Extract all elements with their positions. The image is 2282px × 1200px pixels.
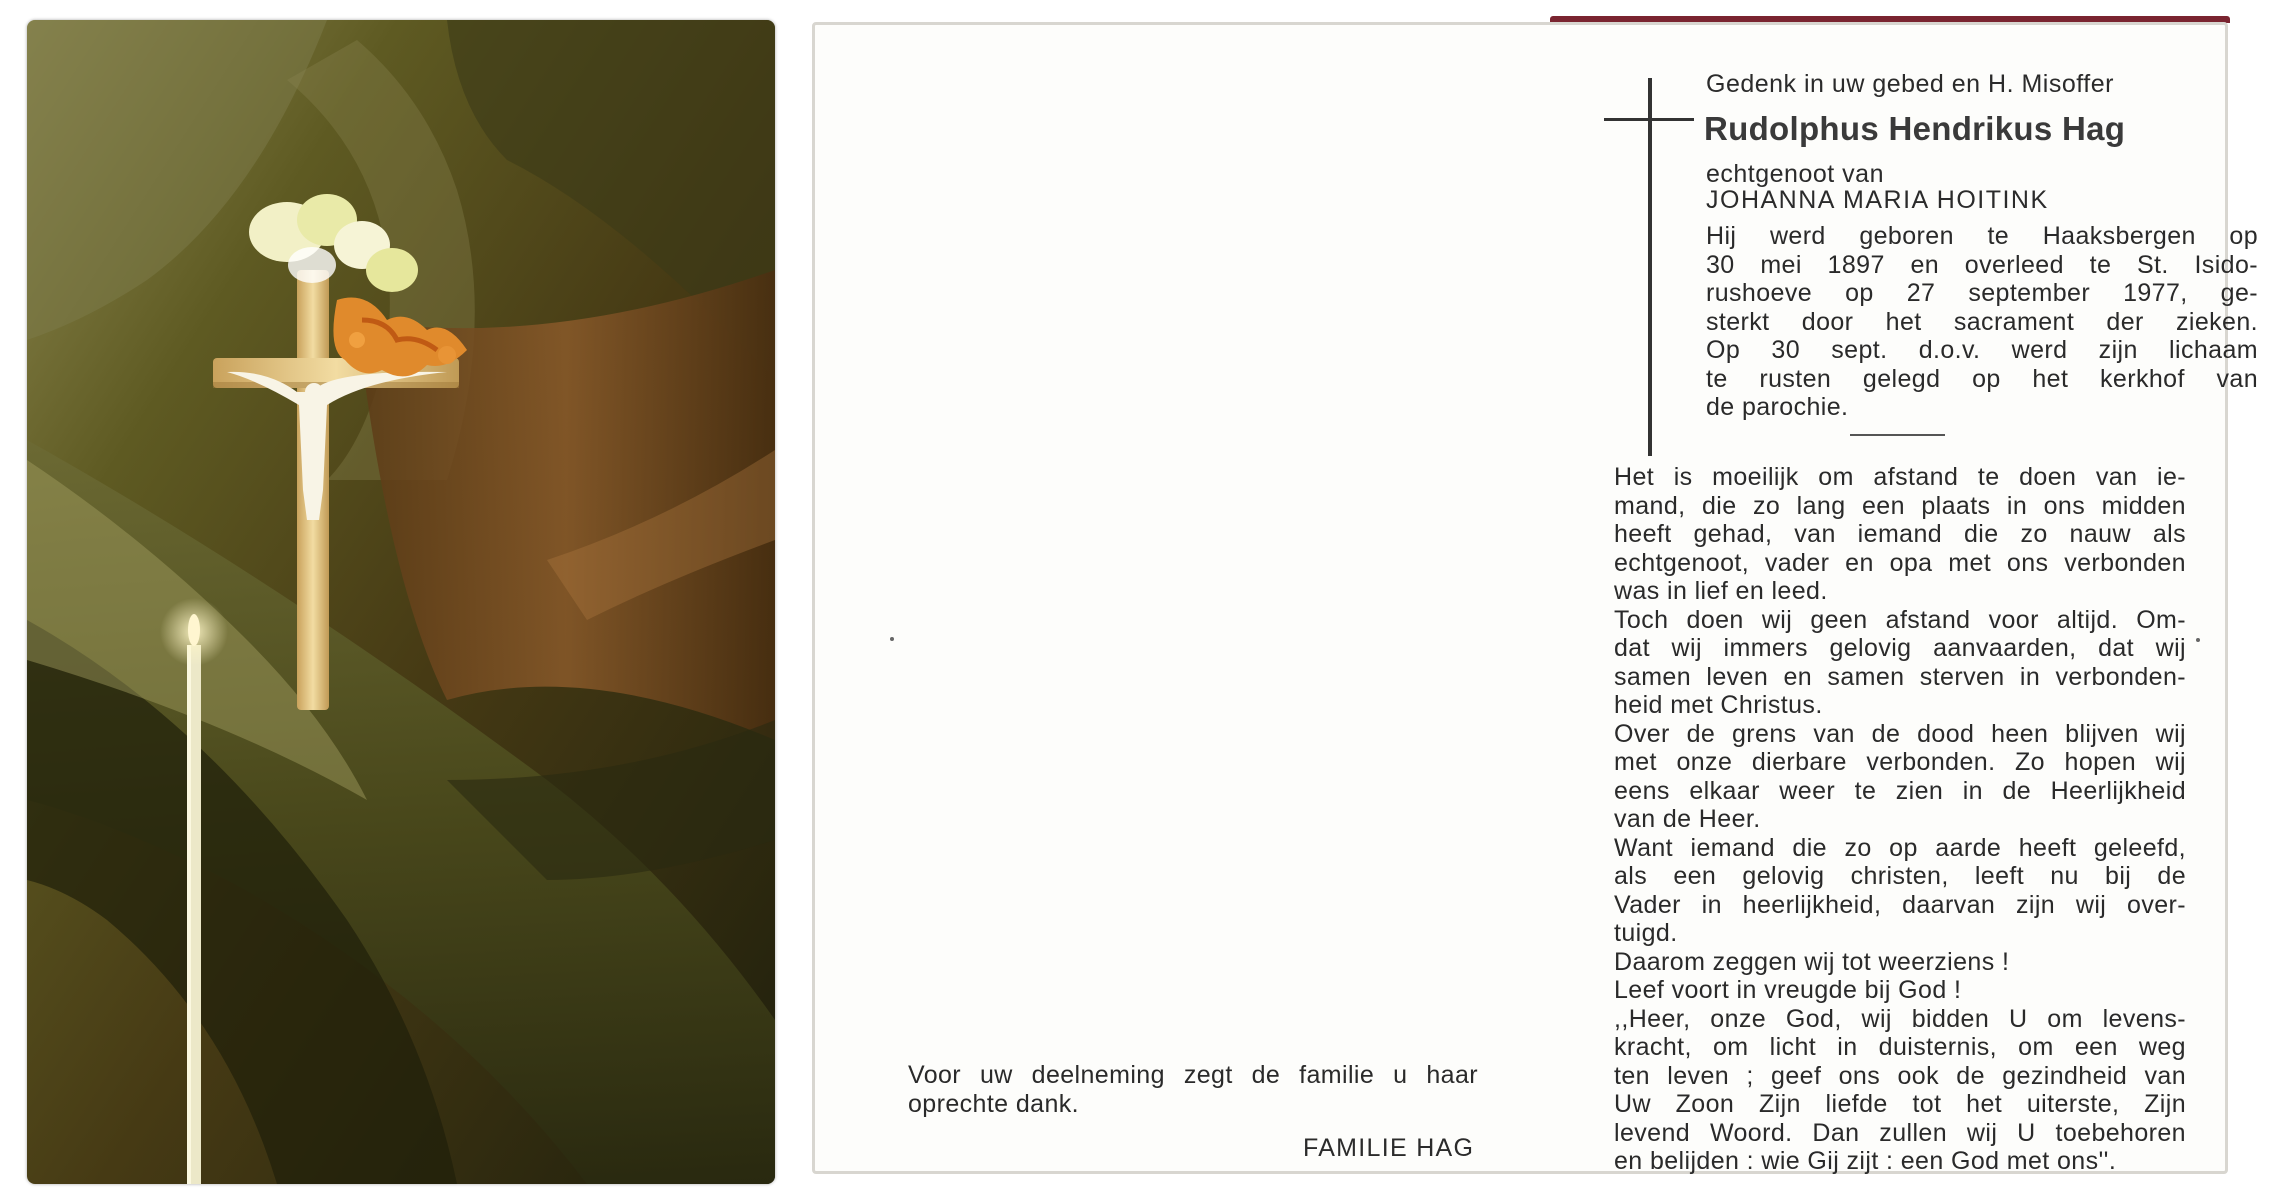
intro-line: Gedenk in uw gebed en H. Misoffer xyxy=(1706,70,2114,98)
bio-line: 30 mei 1897 en overleed te St. Isido- xyxy=(1706,250,2258,279)
body-line: ,,Heer, onze God, wij bidden U om levens- xyxy=(1614,1004,2186,1033)
body-line: eens elkaar weer te zien in de Heerlijkheid xyxy=(1614,776,2186,805)
body-line: en belijden : wie Gij zijt : een God met ons''. xyxy=(1614,1147,2117,1175)
bio-line: te rusten gelegd op het kerkhof van xyxy=(1706,364,2258,393)
thanks-note xyxy=(908,1061,1478,1118)
bio-line: de parochie. xyxy=(1706,393,1849,421)
paper-speck xyxy=(890,637,894,641)
thanks-line: oprechte dank. xyxy=(908,1089,1079,1118)
body-line: kracht, om licht in duisternis, om een weg xyxy=(1614,1033,2186,1061)
body-line: tuigd. xyxy=(1614,919,1678,947)
body-line: levend Woord. Dan zullen wij U toebehoren xyxy=(1614,1118,2186,1147)
body-line: Uw Zoon Zijn liefde tot het uiterste, Zijn xyxy=(1614,1090,2186,1118)
body-line: heeft gehad, van iemand die zo nauw als xyxy=(1614,520,2186,548)
crucifix-photo xyxy=(27,20,775,1184)
bio-line: rushoeve op 27 september 1977, ge- xyxy=(1706,279,2258,307)
family-signature: FAMILIE HAG xyxy=(1303,1134,1475,1162)
thanks-line: Voor uw deelneming zegt de familie u haar xyxy=(908,1061,1478,1089)
body-line: heid met Christus. xyxy=(1614,691,1823,719)
body-line: met onze dierbare verbonden. Zo hopen wij xyxy=(1614,748,2186,776)
body-line: samen leven en samen sterven in verbonden- xyxy=(1614,662,2186,691)
body-line: mand, die zo lang een plaats in ons midden xyxy=(1614,491,2186,520)
cross-icon-vertical xyxy=(1648,78,1652,456)
photo-card xyxy=(27,20,775,1184)
spouse-label: echtgenoot van xyxy=(1706,160,1884,188)
bio-line: Op 30 sept. d.o.v. werd zijn lichaam xyxy=(1706,336,2258,364)
bio-line: sterkt door het sacrament der zieken. xyxy=(1706,307,2258,336)
body-line: Over de grens van de dood heen blijven wij xyxy=(1614,719,2186,748)
divider xyxy=(1850,434,1945,436)
body-line: als een gelovig christen, leeft nu bij de xyxy=(1614,862,2186,890)
paper-speck xyxy=(2196,638,2200,642)
body-line: echtgenoot, vader en opa met ons verbonden xyxy=(1614,548,2186,577)
cross-icon-horizontal xyxy=(1604,118,1694,121)
body-line: ten leven ; geef ons ook de gezindheid van xyxy=(1614,1061,2186,1090)
candle-flame xyxy=(188,614,200,646)
deceased-name: Rudolphus Hendrikus Hag xyxy=(1704,110,2126,147)
body-line: Daarom zeggen wij tot weerziens ! xyxy=(1614,947,2010,976)
body-line: van de Heer. xyxy=(1614,805,1761,833)
body-line: Vader in heerlijkheid, daarvan zijn wij over- xyxy=(1614,890,2186,919)
biography-block xyxy=(1706,222,2258,422)
body-line: Want iemand die zo op aarde heeft geleefd, xyxy=(1614,833,2186,862)
body-line: Toch doen wij geen afstand voor altijd. Om- xyxy=(1614,605,2186,634)
body-line: was in lief en leed. xyxy=(1614,577,1828,605)
bio-line: Hij werd geboren te Haaksbergen op xyxy=(1706,222,2258,250)
body-line: dat wij immers gelovig aanvaarden, dat wij xyxy=(1614,634,2186,662)
memorial-text-body xyxy=(1614,463,2186,1176)
body-line: Het is moeilijk om afstand te doen van ie- xyxy=(1614,463,2186,491)
body-line: Leef voort in vreugde bij God ! xyxy=(1614,976,1962,1004)
spouse-name: JOHANNA MARIA HOITINK xyxy=(1706,186,2049,214)
